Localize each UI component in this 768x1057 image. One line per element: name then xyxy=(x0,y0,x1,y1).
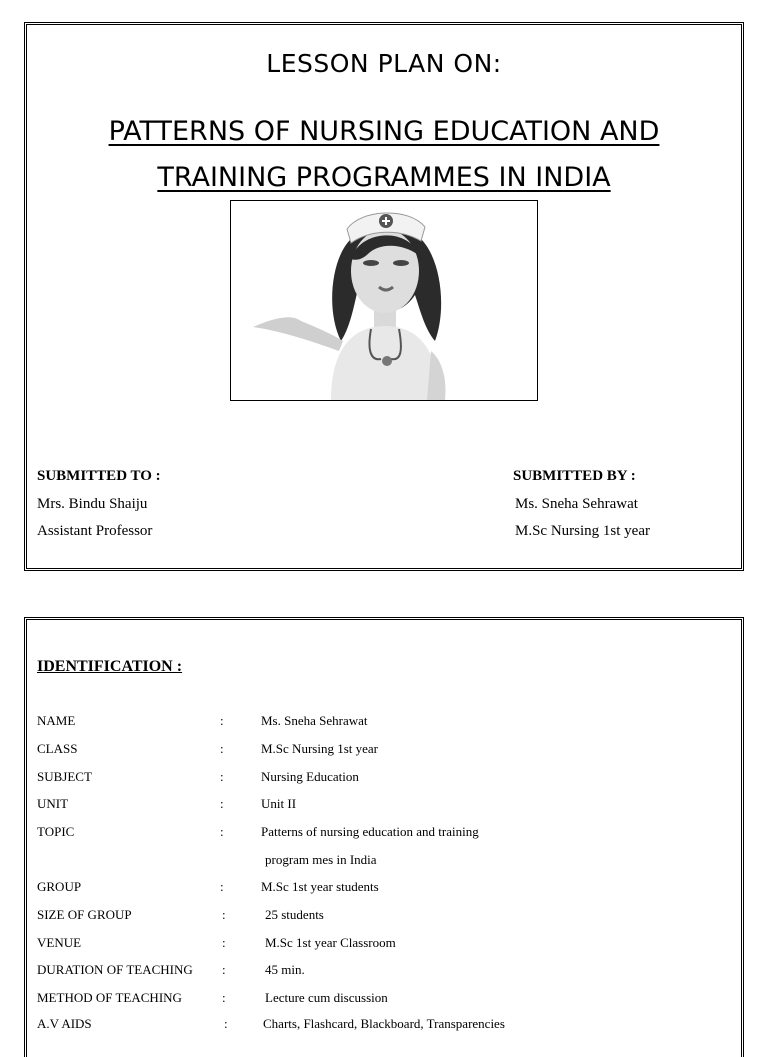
row-colon: : xyxy=(220,713,224,728)
ident-row-class xyxy=(37,741,737,761)
cover-page xyxy=(24,22,744,571)
row-label: TOPIC xyxy=(37,824,75,839)
submitted-to-label: SUBMITTED TO : xyxy=(37,468,161,484)
ident-row-group xyxy=(37,879,737,899)
row-value: Nursing Education xyxy=(261,769,359,784)
row-label: UNIT xyxy=(37,796,69,811)
row-colon: : xyxy=(222,990,226,1005)
row-label: SIZE OF GROUP xyxy=(37,907,132,922)
submitted-to-name: Mrs. Bindu Shaiju xyxy=(37,496,148,512)
nurse-illustration-icon xyxy=(231,201,537,400)
row-colon: : xyxy=(222,935,226,950)
row-label: GROUP xyxy=(37,879,82,894)
ident-row-duration xyxy=(37,962,737,982)
row-label: A.V AIDS xyxy=(37,1016,92,1031)
row-value: Ms. Sneha Sehrawat xyxy=(261,713,368,728)
identification-page xyxy=(24,617,744,1057)
row-colon: : xyxy=(220,824,224,839)
row-colon: : xyxy=(222,907,226,922)
nurse-illustration xyxy=(230,200,538,401)
row-value: Charts, Flashcard, Blackboard, Transparencies xyxy=(263,1016,505,1031)
topic-title-line-1: PATTERNS OF NURSING EDUCATION AND xyxy=(108,116,660,147)
submitted-by-name: Ms. Sneha Sehrawat xyxy=(515,496,638,512)
row-colon: : xyxy=(222,962,226,977)
row-colon: : xyxy=(224,1016,228,1031)
row-value: 25 students xyxy=(265,907,324,922)
row-colon: : xyxy=(220,741,224,756)
row-label: DURATION OF TEACHING xyxy=(37,962,193,977)
row-value: program mes in India xyxy=(265,852,377,867)
submitted-by-label: SUBMITTED BY : xyxy=(513,468,636,484)
row-value: Patterns of nursing education and training xyxy=(261,824,479,839)
ident-row-venue xyxy=(37,935,737,955)
row-value: M.Sc 1st year Classroom xyxy=(265,935,396,950)
row-label: SUBJECT xyxy=(37,769,92,784)
row-colon: : xyxy=(220,879,224,894)
row-value: M.Sc Nursing 1st year xyxy=(261,741,378,756)
row-colon: : xyxy=(220,796,224,811)
row-value: M.Sc 1st year students xyxy=(261,879,379,894)
row-label: VENUE xyxy=(37,935,82,950)
row-value: Unit II xyxy=(261,796,297,811)
row-label: NAME xyxy=(37,713,76,728)
row-value: Lecture cum discussion xyxy=(265,990,388,1005)
ident-row-unit xyxy=(37,796,737,816)
lesson-plan-title: LESSON PLAN ON: xyxy=(266,49,502,78)
row-colon: : xyxy=(220,769,224,784)
ident-row-av-aids xyxy=(37,1016,737,1036)
ident-row-topic xyxy=(37,824,737,844)
row-value: 45 min. xyxy=(265,962,305,977)
ident-row-method xyxy=(37,990,737,1010)
row-label: CLASS xyxy=(37,741,78,756)
submitted-to-role: Assistant Professor xyxy=(37,523,153,539)
ident-row-subject xyxy=(37,769,737,789)
topic-title-line-2: TRAINING PROGRAMMES IN INDIA xyxy=(157,162,611,193)
ident-row-size-of-group xyxy=(37,907,737,927)
ident-row-topic-continued xyxy=(37,852,737,872)
row-label: METHOD OF TEACHING xyxy=(37,990,182,1005)
ident-row-name xyxy=(37,713,737,733)
topic-title xyxy=(27,109,741,201)
submitted-by-role: M.Sc Nursing 1st year xyxy=(515,523,650,539)
identification-heading: IDENTIFICATION : xyxy=(37,658,183,675)
